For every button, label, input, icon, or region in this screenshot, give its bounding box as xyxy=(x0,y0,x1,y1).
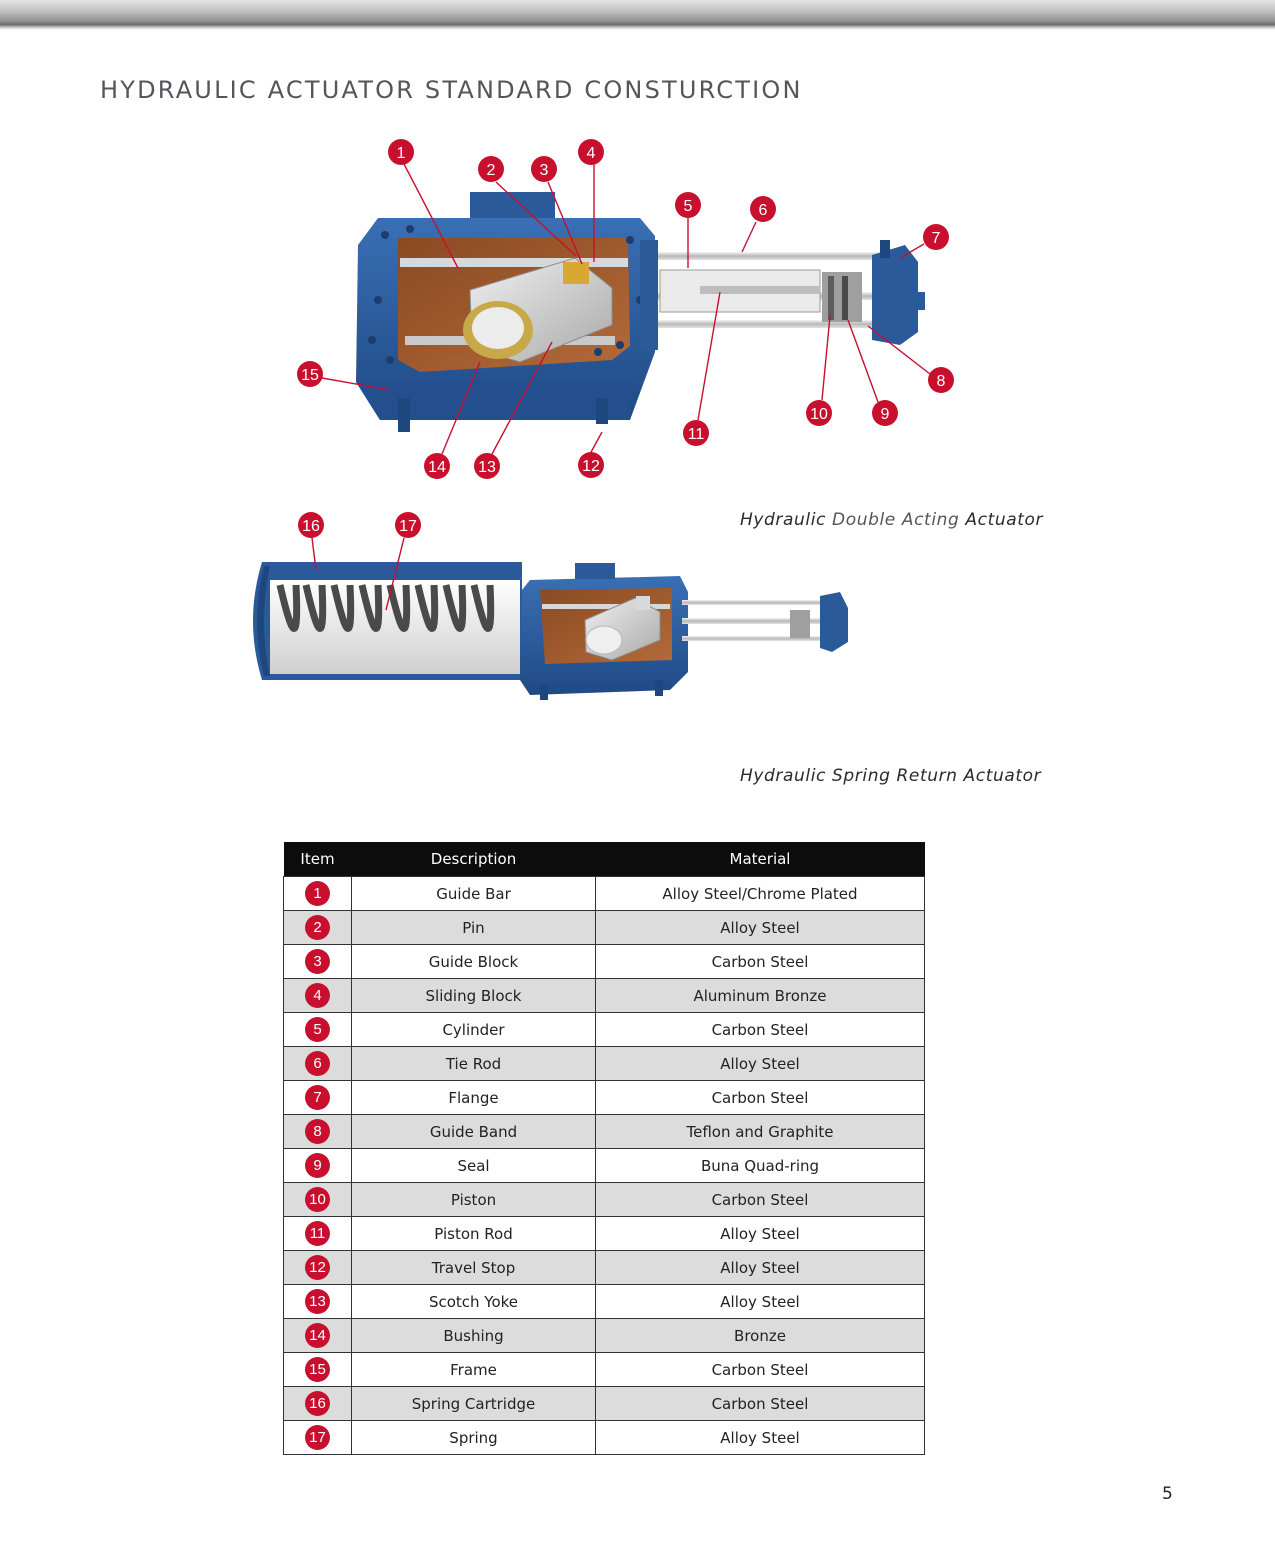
svg-text:5: 5 xyxy=(683,198,693,215)
item-number-badge: 15 xyxy=(305,1357,330,1382)
callout-6 xyxy=(750,196,776,222)
svg-text:2: 2 xyxy=(486,162,496,179)
material-cell: Teflon and Graphite xyxy=(596,1115,925,1149)
item-cell xyxy=(284,1047,352,1081)
table-row xyxy=(284,979,925,1013)
svg-text:1: 1 xyxy=(396,145,406,162)
description-cell: Sliding Block xyxy=(352,979,596,1013)
material-cell: Buna Quad-ring xyxy=(596,1149,925,1183)
description-cell: Scotch Yoke xyxy=(352,1285,596,1319)
description-cell: Guide Band xyxy=(352,1115,596,1149)
callout-9 xyxy=(872,400,898,426)
svg-text:7: 7 xyxy=(931,230,941,247)
header-material: Material xyxy=(596,842,925,877)
spring-return-caption: Hydraulic Spring Return Actuator xyxy=(740,766,1042,786)
parts-table xyxy=(283,842,925,1455)
table-row xyxy=(284,1421,925,1455)
svg-text:13: 13 xyxy=(478,459,496,476)
callout-5 xyxy=(675,192,701,218)
material-cell: Bronze xyxy=(596,1319,925,1353)
material-cell: Carbon Steel xyxy=(596,1013,925,1047)
material-cell: Carbon Steel xyxy=(596,1081,925,1115)
svg-text:16: 16 xyxy=(302,518,320,535)
svg-text:6: 6 xyxy=(758,202,768,219)
svg-text:12: 12 xyxy=(582,458,600,475)
item-number-badge: 3 xyxy=(305,949,330,974)
table-row xyxy=(284,1217,925,1251)
description-cell: Bushing xyxy=(352,1319,596,1353)
item-cell xyxy=(284,1217,352,1251)
callout-7 xyxy=(923,224,949,250)
callout-15 xyxy=(297,361,323,387)
table-row xyxy=(284,1149,925,1183)
item-number-badge: 4 xyxy=(305,983,330,1008)
table-row xyxy=(284,877,925,911)
caption-part-double-acting: Double Acting xyxy=(832,510,960,530)
table-row xyxy=(284,911,925,945)
material-cell: Alloy Steel xyxy=(596,1421,925,1455)
svg-text:9: 9 xyxy=(880,406,890,423)
item-number-badge: 13 xyxy=(305,1289,330,1314)
material-cell: Alloy Steel xyxy=(596,1251,925,1285)
callout-2 xyxy=(478,156,504,182)
material-cell: Carbon Steel xyxy=(596,1387,925,1421)
callout-8 xyxy=(928,367,954,393)
description-cell: Pin xyxy=(352,911,596,945)
material-cell: Alloy Steel xyxy=(596,1047,925,1081)
description-cell: Seal xyxy=(352,1149,596,1183)
material-cell: Carbon Steel xyxy=(596,1353,925,1387)
svg-text:11: 11 xyxy=(687,426,705,443)
description-cell: Spring Cartridge xyxy=(352,1387,596,1421)
item-cell xyxy=(284,877,352,911)
description-cell: Piston Rod xyxy=(352,1217,596,1251)
description-cell: Piston xyxy=(352,1183,596,1217)
item-number-badge: 9 xyxy=(305,1153,330,1178)
item-cell xyxy=(284,1319,352,1353)
item-cell xyxy=(284,945,352,979)
item-number-badge: 5 xyxy=(305,1017,330,1042)
item-cell xyxy=(284,1387,352,1421)
caption-part-actuator: Actuator xyxy=(965,510,1044,530)
double-acting-caption xyxy=(740,510,1043,530)
svg-text:14: 14 xyxy=(428,459,446,476)
item-cell xyxy=(284,1353,352,1387)
description-cell: Guide Bar xyxy=(352,877,596,911)
svg-text:3: 3 xyxy=(539,162,549,179)
item-number-badge: 11 xyxy=(305,1221,330,1246)
item-number-badge: 7 xyxy=(305,1085,330,1110)
callout-13 xyxy=(474,453,500,479)
callout-12 xyxy=(578,452,604,478)
item-cell xyxy=(284,1183,352,1217)
item-cell xyxy=(284,911,352,945)
item-cell xyxy=(284,979,352,1013)
description-cell: Guide Block xyxy=(352,945,596,979)
callout-1 xyxy=(388,139,414,165)
material-cell: Aluminum Bronze xyxy=(596,979,925,1013)
item-number-badge: 14 xyxy=(305,1323,330,1348)
header-item: Item xyxy=(284,842,352,877)
description-cell: Travel Stop xyxy=(352,1251,596,1285)
callout-10 xyxy=(806,400,832,426)
callout-11 xyxy=(683,420,709,446)
svg-text:8: 8 xyxy=(936,373,946,390)
item-cell xyxy=(284,1251,352,1285)
item-number-badge: 2 xyxy=(305,915,330,940)
page-number: 5 xyxy=(1162,1484,1173,1504)
svg-text:17: 17 xyxy=(399,518,417,535)
item-cell xyxy=(284,1149,352,1183)
material-cell: Carbon Steel xyxy=(596,1183,925,1217)
table-row xyxy=(284,1387,925,1421)
material-cell: Alloy Steel xyxy=(596,1217,925,1251)
table-header-row xyxy=(284,842,925,877)
table-row xyxy=(284,1013,925,1047)
table-row xyxy=(284,1115,925,1149)
svg-text:4: 4 xyxy=(586,145,596,162)
callout-3 xyxy=(531,156,557,182)
item-cell xyxy=(284,1081,352,1115)
item-number-badge: 8 xyxy=(305,1119,330,1144)
material-cell: Alloy Steel xyxy=(596,911,925,945)
material-cell: Carbon Steel xyxy=(596,945,925,979)
table-row xyxy=(284,1081,925,1115)
item-number-badge: 16 xyxy=(305,1391,330,1416)
material-cell: Alloy Steel xyxy=(596,1285,925,1319)
item-cell xyxy=(284,1285,352,1319)
item-number-badge: 12 xyxy=(305,1255,330,1280)
table-row xyxy=(284,1251,925,1285)
table-row xyxy=(284,1319,925,1353)
callout-14 xyxy=(424,453,450,479)
table-row xyxy=(284,1047,925,1081)
description-cell: Frame xyxy=(352,1353,596,1387)
material-cell: Alloy Steel/Chrome Plated xyxy=(596,877,925,911)
description-cell: Cylinder xyxy=(352,1013,596,1047)
header-description: Description xyxy=(352,842,596,877)
table-row xyxy=(284,945,925,979)
description-cell: Flange xyxy=(352,1081,596,1115)
description-cell: Tie Rod xyxy=(352,1047,596,1081)
spring-return-callouts xyxy=(298,512,421,538)
double-acting-actuator-image xyxy=(356,192,925,432)
item-number-badge: 17 xyxy=(305,1425,330,1450)
callout-4 xyxy=(578,139,604,165)
spring-return-actuator-image xyxy=(253,562,848,700)
item-number-badge: 10 xyxy=(305,1187,330,1212)
item-cell xyxy=(284,1013,352,1047)
item-number-badge: 1 xyxy=(305,881,330,906)
callout-16 xyxy=(298,512,324,538)
caption-part-hydraulic: Hydraulic xyxy=(740,510,827,530)
item-cell xyxy=(284,1421,352,1455)
description-cell: Spring xyxy=(352,1421,596,1455)
table-row xyxy=(284,1183,925,1217)
svg-text:15: 15 xyxy=(301,367,319,384)
callout-17 xyxy=(395,512,421,538)
item-number-badge: 6 xyxy=(305,1051,330,1076)
page-title: HYDRAULIC ACTUATOR STANDARD CONSTURCTION xyxy=(100,76,803,104)
table-row xyxy=(284,1285,925,1319)
svg-text:10: 10 xyxy=(810,406,828,423)
item-cell xyxy=(284,1115,352,1149)
table-row xyxy=(284,1353,925,1387)
